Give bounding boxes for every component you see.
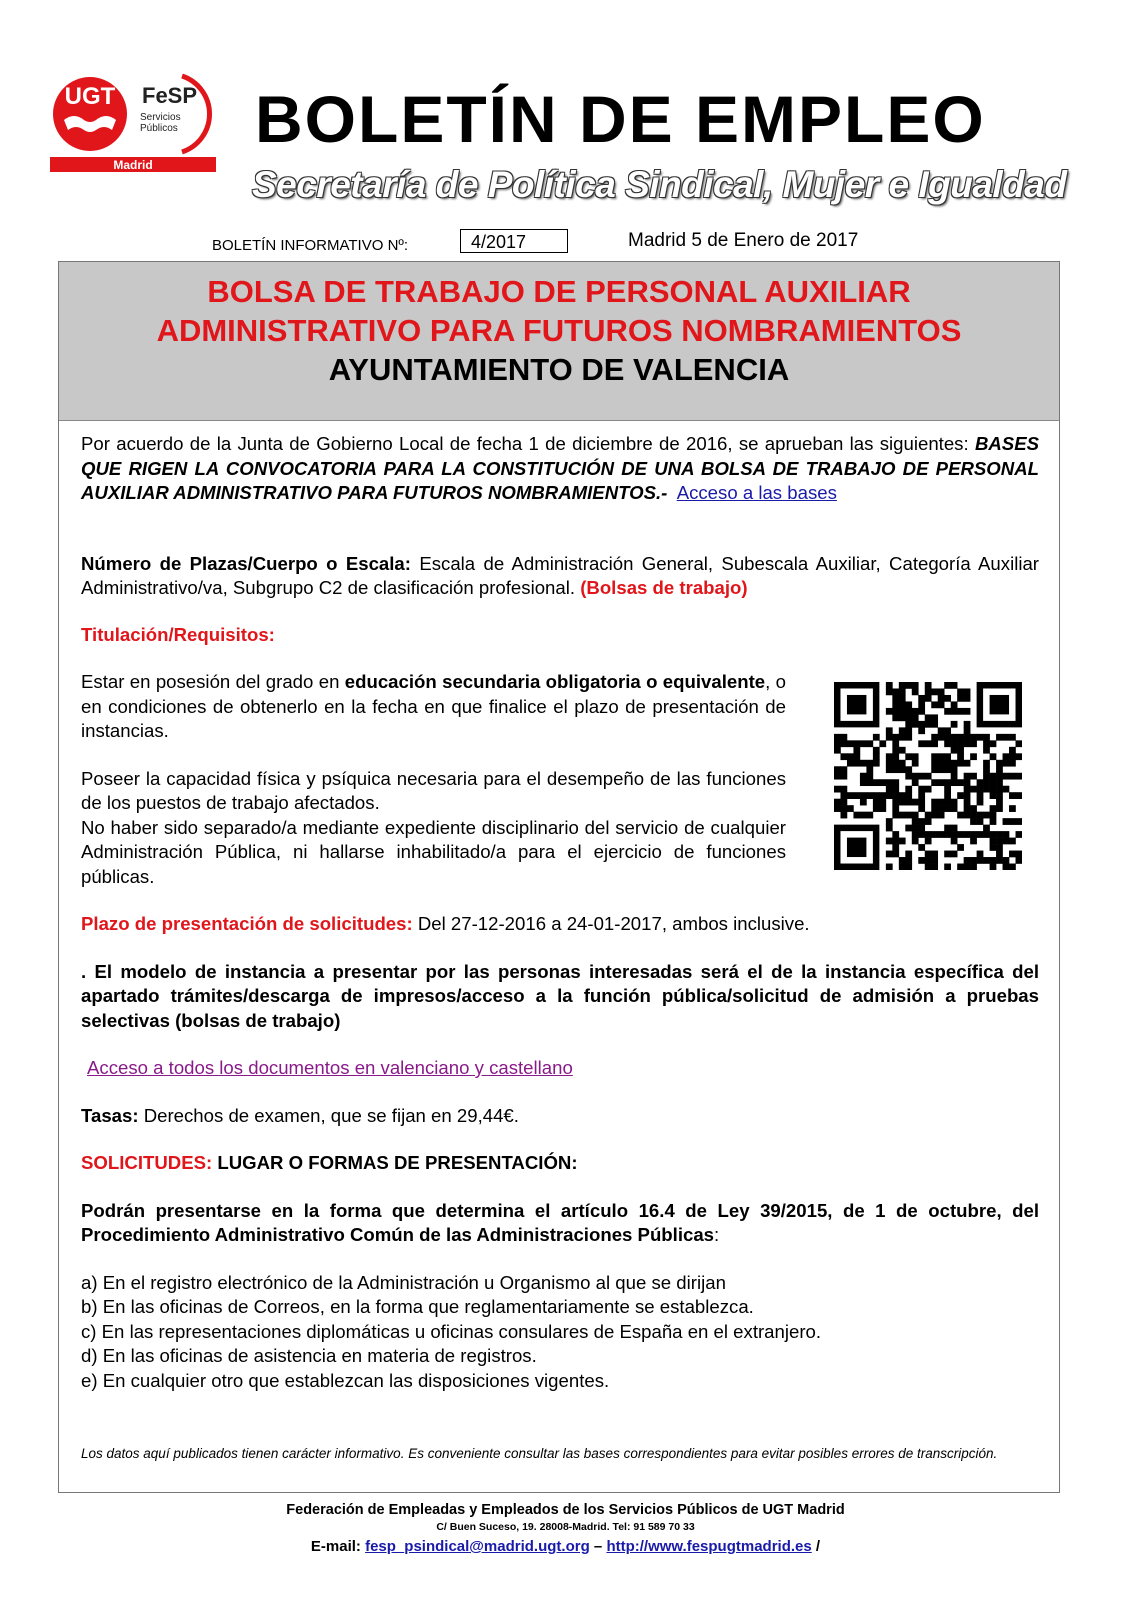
requisito-3: No haber sido separado/a mediante expediente disciplinario del servicio de cualquier Administración Pública, ni hallarse inhabilitado/a para el ejercicio de funciones públicas. bbox=[81, 816, 786, 887]
content-frame bbox=[58, 261, 1060, 1493]
intro-bases-title: BASES QUE RIGEN LA CONVOCATORIA PARA LA CONSTITUCIÓN DE UNA BOLSA DE TRABAJO DE PERSONAL AUXILIAR ADMINISTRATIVO PARA FUTUROS NOMBRAMIENTOS.- bbox=[81, 433, 1039, 503]
footer-email-label: E-mail: bbox=[310, 1538, 366, 1555]
footer-federation: Federación de Empleadas y Empleados de los Servicios Públicos de UGT Madrid bbox=[286, 1502, 845, 1518]
banner-line-3: AYUNTAMIENTO DE VALENCIA bbox=[328, 352, 790, 387]
solicitudes-list bbox=[81, 1271, 1039, 1394]
banner-line-2: ADMINISTRATIVO PARA FUTUROS NOMBRAMIENTOS bbox=[156, 313, 962, 348]
solicitudes-intro-tail: : bbox=[714, 1224, 720, 1245]
tasas-label: Tasas: bbox=[81, 1104, 139, 1126]
footer-separator: – bbox=[589, 1538, 607, 1555]
solicitudes-black: LUGAR O FORMAS DE PRESENTACIÓN: bbox=[212, 1152, 578, 1173]
footer-address: C/ Buen Suceso, 19. 28008-Madrid. Tel: 91 589 70 33 bbox=[436, 1521, 695, 1533]
tasas-paragraph bbox=[81, 1104, 1039, 1129]
plazas-text: Escala de Administración General, Subescala Auxiliar, Categoría Auxiliar Administrativo/va, Subgrupo C2 de clasificación profesional. bbox=[81, 552, 1039, 598]
list-item: e) En cualquier otro que establezcan las disposiciones vigentes. bbox=[81, 1369, 610, 1391]
solicitudes-intro bbox=[81, 1199, 1039, 1248]
documents-link[interactable]: Acceso a todos los documentos en valenciano y castellano bbox=[87, 1057, 573, 1078]
list-item: d) En las oficinas de asistencia en materia de registros. bbox=[81, 1345, 537, 1366]
plazo-label: Plazo de presentación de solicitudes: bbox=[81, 913, 413, 934]
footer-tail: / bbox=[811, 1538, 821, 1555]
requisito-1 bbox=[81, 670, 786, 744]
intro-text: Por acuerdo de la Junta de Gobierno Local de fecha 1 de diciembre de 2016, se aprueban las siguientes: bbox=[81, 433, 975, 454]
list-item: c) En las representaciones diplomáticas u oficinas consulares de España en el extranjero. bbox=[81, 1320, 822, 1342]
intro-paragraph bbox=[81, 432, 1039, 506]
ugt-logo-text: UGT bbox=[64, 83, 116, 110]
tasas-text: Derechos de examen, que se fijan en 29,44€. bbox=[138, 1104, 519, 1126]
page-title: BOLETÍN DE EMPLEO bbox=[255, 82, 986, 156]
footer-web-link[interactable]: http://www.fespugtmadrid.es bbox=[606, 1538, 812, 1555]
main-content bbox=[81, 432, 1039, 1393]
bulletin-info-row bbox=[0, 229, 1131, 259]
requisito-1-bold: educación secundaria obligatoria o equivalente bbox=[344, 671, 766, 692]
plazo-paragraph bbox=[81, 912, 1039, 937]
requisito-1-pre: Estar en posesión del grado en bbox=[81, 671, 345, 692]
banner-line-1: BOLSA DE TRABAJO DE PERSONAL AUXILIAR bbox=[207, 274, 911, 309]
list-item: b) En las oficinas de Correos, en la forma que reglamentariamente se establezca. bbox=[81, 1296, 754, 1317]
titulacion-heading: Titulación/Requisitos: bbox=[81, 623, 275, 645]
disclaimer: Los datos aquí publicados tienen carácter informativo. Es conveniente consultar las bases correspondientes para evitar posibles errores de transcripción. bbox=[81, 1446, 998, 1461]
plazas-bolsas: (Bolsas de trabajo) bbox=[580, 577, 748, 598]
bulletin-label: BOLETÍN INFORMATIVO Nº: bbox=[212, 237, 409, 254]
requisito-1-post: , o en condiciones de obtenerlo en la fecha en que finalice el plazo de presentación de instancias. bbox=[81, 671, 786, 741]
solicitudes-intro-bold: Podrán presentarse en la forma que determina el artículo 16.4 de Ley 39/2015, de 1 de octubre, del Procedimiento Administrativo Común de las Administraciones Públicas bbox=[81, 1199, 1039, 1245]
qr-code-icon[interactable] bbox=[834, 682, 1022, 870]
madrid-logo-text: Madrid bbox=[113, 158, 153, 172]
servicios-logo-text: Servicios bbox=[140, 112, 181, 123]
bulletin-date: Madrid 5 de Enero de 2017 bbox=[628, 230, 859, 251]
modelo-paragraph: . El modelo de instancia a presentar por las personas interesadas será el de la instancia específica del apartado trámites/descarga de impresos/acceso a la función pública/solicitud de admisión a pruebas selectivas (bolsas de trabajo) bbox=[81, 960, 1039, 1031]
fesp-logo-text: FeSP bbox=[142, 83, 198, 108]
documents-link-row bbox=[81, 1056, 1039, 1081]
footer-email-link[interactable]: fesp_psindical@madrid.ugt.org bbox=[365, 1538, 590, 1555]
bases-link[interactable]: Acceso a las bases bbox=[676, 482, 837, 503]
solicitudes-heading bbox=[81, 1151, 1039, 1176]
plazo-text: Del 27-12-2016 a 24-01-2017, ambos inclusive. bbox=[412, 913, 810, 934]
list-item: a) En el registro electrónico de la Administración u Organismo al que se dirijan bbox=[81, 1271, 726, 1293]
footer-contact bbox=[0, 1538, 1131, 1555]
page-subtitle: Secretaría de Política Sindical, Mujer e Igualdad bbox=[252, 164, 1067, 205]
plazas-paragraph bbox=[81, 552, 1039, 601]
bulletin-number: 4/2017 bbox=[460, 229, 568, 253]
requisito-2: Poseer la capacidad física y psíquica necesaria para el desempeño de las funciones de los puestos de trabajo afectados. bbox=[81, 767, 786, 813]
footer bbox=[0, 1502, 1131, 1555]
ugt-fesp-logo bbox=[50, 68, 226, 180]
title-banner bbox=[59, 262, 1059, 421]
requisitos-block bbox=[81, 670, 786, 889]
plazas-label: Número de Plazas/Cuerpo o Escala: bbox=[81, 552, 411, 574]
publicos-logo-text: Públicos bbox=[140, 123, 178, 134]
solicitudes-red: SOLICITUDES: bbox=[81, 1152, 213, 1173]
